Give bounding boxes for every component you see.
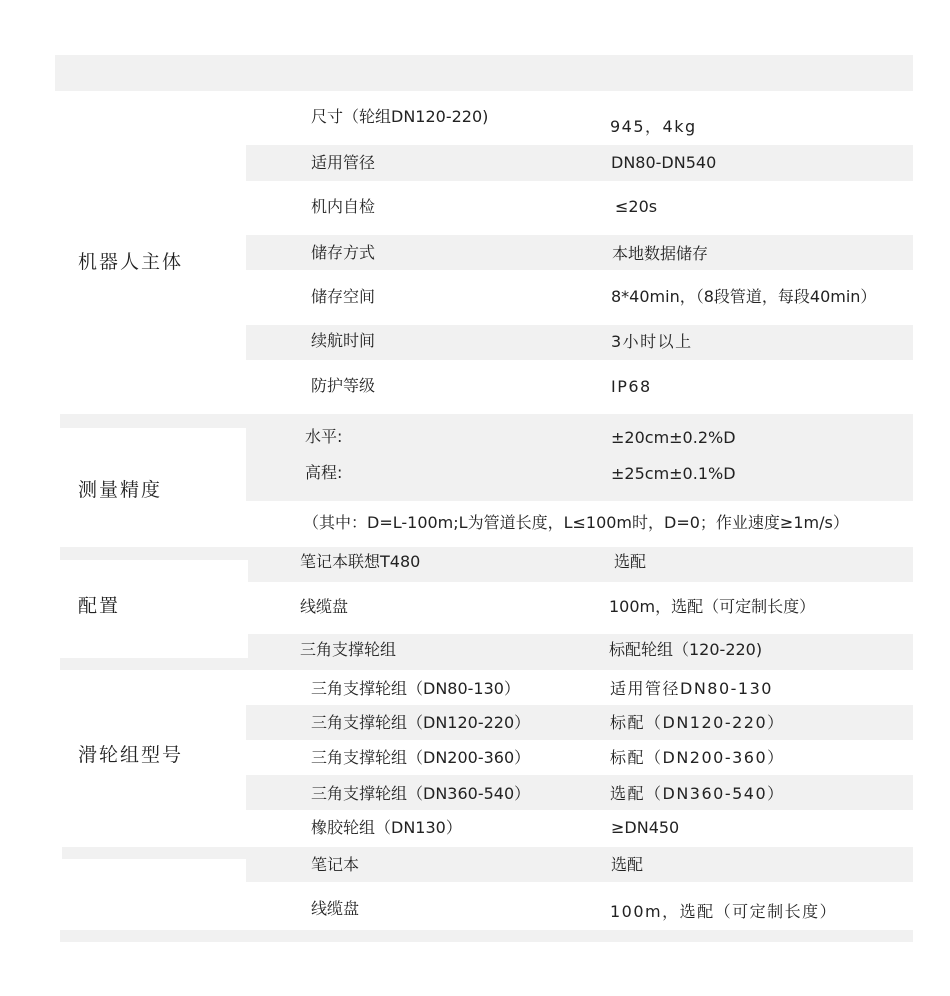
spec-label: 储存空间 bbox=[311, 287, 376, 306]
category-label: 滑轮组型号 bbox=[78, 744, 184, 766]
spec-label: 水平: bbox=[305, 427, 343, 446]
row-band bbox=[246, 414, 913, 501]
category-label: 测量精度 bbox=[78, 479, 163, 501]
spec-value: DN80-DN540 bbox=[611, 153, 717, 172]
category-label: 机器人主体 bbox=[78, 251, 184, 273]
spec-label: 尺寸（轮组DN120-220) bbox=[311, 107, 489, 126]
spec-label: 线缆盘 bbox=[300, 597, 349, 616]
table-footer-band bbox=[60, 930, 913, 942]
spec-label: 适用管径 bbox=[311, 153, 376, 172]
spec-value: ±25cm±0.1%D bbox=[611, 464, 736, 483]
spec-value: 标配（DN200-360） bbox=[610, 748, 785, 767]
spec-value: 100m，选配（可定制长度） bbox=[610, 902, 838, 921]
spec-value: ±20cm±0.2%D bbox=[611, 428, 736, 447]
table-header-band bbox=[55, 55, 913, 91]
spec-value: 选配（DN360-540） bbox=[610, 784, 785, 803]
row-band bbox=[60, 658, 913, 670]
spec-value: 标配轮组（120-220) bbox=[609, 640, 763, 659]
spec-label: 线缆盘 bbox=[311, 899, 360, 918]
spec-label: 橡胶轮组（DN130） bbox=[311, 818, 462, 837]
spec-value: 选配 bbox=[614, 552, 647, 571]
spec-label: 机内自检 bbox=[311, 197, 376, 216]
spec-value: 945，4kg bbox=[610, 117, 697, 136]
spec-label: 三角支撑轮组（DN360-540） bbox=[311, 784, 531, 803]
category-label: 配置 bbox=[78, 595, 121, 617]
spec-value: 选配 bbox=[611, 855, 644, 874]
spec-label: 三角支撑轮组（DN120-220） bbox=[311, 713, 531, 732]
spec-label: 防护等级 bbox=[311, 376, 376, 395]
spec-value: ≥DN450 bbox=[611, 818, 680, 837]
spec-label: 储存方式 bbox=[311, 243, 376, 262]
spec-value: IP68 bbox=[611, 377, 652, 396]
spec-label: 三角支撑轮组 bbox=[300, 640, 397, 659]
spec-value: 本地数据储存 bbox=[612, 244, 709, 263]
spec-label: 续航时间 bbox=[311, 331, 376, 350]
spec-label: 高程: bbox=[305, 463, 343, 482]
spec-value: 适用管径DN80-130 bbox=[610, 679, 773, 698]
spec-label: 笔记本联想T480 bbox=[300, 552, 421, 571]
spec-value: 100m，选配（可定制长度） bbox=[609, 597, 816, 616]
precision-note: （其中：D=L-100m;L为管道长度，L≤100m时，D=0；作业速度≥1m/s） bbox=[303, 513, 849, 532]
spec-label: 三角支撑轮组（DN80-130） bbox=[311, 679, 520, 698]
spec-value: 8*40min，（8段管道，每段40min） bbox=[611, 287, 877, 306]
spec-value: 3小时以上 bbox=[611, 332, 693, 351]
spec-label: 笔记本 bbox=[311, 855, 360, 874]
spec-label: 三角支撑轮组（DN200-360） bbox=[311, 748, 531, 767]
spec-value: ≤20s bbox=[615, 197, 658, 216]
spec-value: 标配（DN120-220） bbox=[610, 713, 785, 732]
